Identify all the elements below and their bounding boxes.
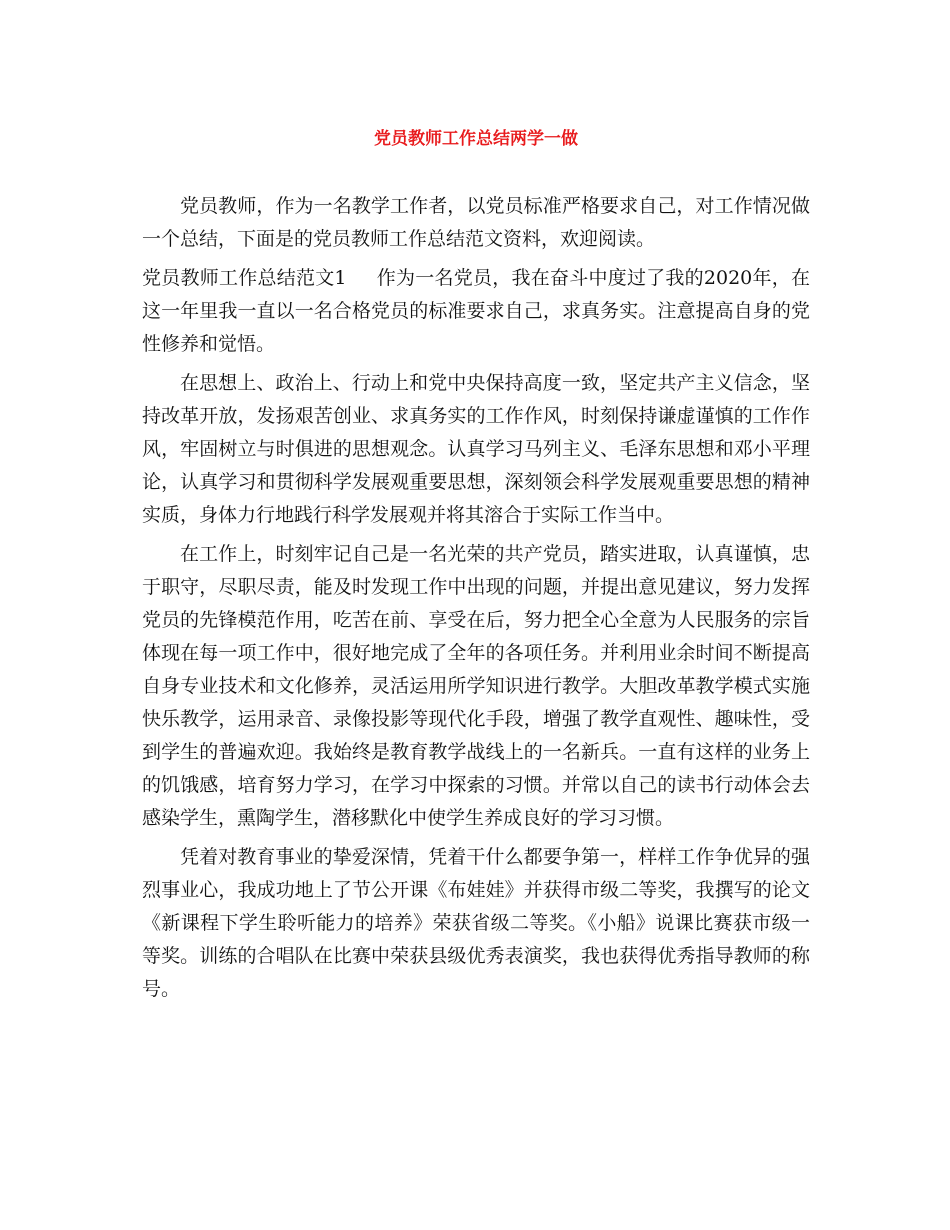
document-title: 党员教师工作总结两学一做 [374,129,578,149]
paragraph-thought: 在思想上、政治上、行动上和党中央保持高度一致，坚定共产主义信念，坚持改革开放，发扬艰苦创业、求真务实的工作作风，时刻保持谦虚谨慎的工作作风，牢固树立与时俱进的思想观念。认真学习马列主义、毛泽东思想和邓小平理论，认真学习和贯彻科学发展观重要思想，深刻领会科学发展观重要思想的精神实质，身体力行地践行科学发展观并将其溶合于实际工作当中。 [142,372,810,526]
paragraph-work: 在工作上，时刻牢记自己是一名光荣的共产党员，踏实进取，认真谨慎，忠于职守，尽职尽责，能及时发现工作中出现的问题，并提出意见建议，努力发挥党员的先锋模范作用，吃苦在前、享受在后，努力把全心全意为人民服务的宗旨体现在每一项工作中，很好地完成了全年的各项任务。并利用业余时间不断提高自身专业技术和文化修养，灵活运用所学知识进行教学。大胆改革教学模式实施快乐教学，运用录音、录像投影等现代化手段，增强了教学直观性、趣味性，受到学生的普遍欢迎。我始终是教育教学战线上的一名新兵。一直有这样的业务上的饥饿感，培育努力学习，在学习中探索的习惯。并常以自己的读书行动体会去感染学生，熏陶学生，潜移默化中使学生养成良好的学习习惯。 [142,543,810,829]
paragraph-achievements: 凭着对教育事业的挚爱深情，凭着干什么都要争第一，样样工作争优异的强烈事业心，我成功地上了节公开课《布娃娃》并获得市级二等奖，我撰写的论文《新课程下学生聆听能力的培养》荣获省级二等奖。《小船》说课比赛获市级一等奖。训练的合唱队在比赛中荣获县级优秀表演奖，我也获得优秀指导教师的称号。 [142,846,810,1000]
document-body [142,190,810,1006]
section-first-text: 作为一名党员，我在奋斗中度过了我的2020年，在这一年里我一直以一名合格党员的标准要求自己，求真务实。注意提高自身的党性修养和觉悟。 [142,267,810,355]
section-label: 党员教师工作总结范文1 [142,267,347,289]
intro-paragraph: 党员教师，作为一名教学工作者，以党员标准严格要求自己，对工作情况做一个总结，下面是的党员教师工作总结范文资料，欢迎阅读。 [142,195,810,250]
section-paragraph [142,262,810,361]
